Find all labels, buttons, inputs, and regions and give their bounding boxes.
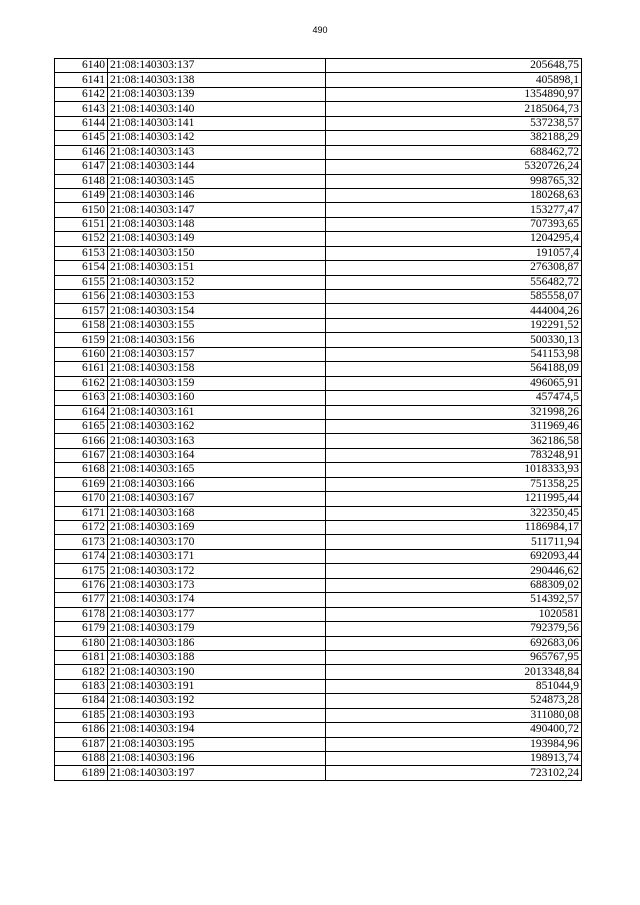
- row-number-cell: 6159: [55, 333, 108, 347]
- cadastral-number-cell: 21:08:140303:174: [108, 593, 326, 607]
- value-cell: 688462,72: [326, 145, 582, 159]
- value-cell: 792379,56: [326, 622, 582, 636]
- cadastral-number-cell: 21:08:140303:144: [108, 160, 326, 174]
- cadastral-number-cell: 21:08:140303:166: [108, 477, 326, 491]
- row-number-cell: 6178: [55, 607, 108, 621]
- table-row: [55, 723, 582, 737]
- value-cell: 362186,58: [326, 434, 582, 448]
- value-cell: 153277,47: [326, 203, 582, 217]
- cadastral-number-cell: 21:08:140303:195: [108, 737, 326, 751]
- value-cell: 556482,72: [326, 275, 582, 289]
- row-number-cell: 6167: [55, 448, 108, 462]
- value-cell: 1211995,44: [326, 492, 582, 506]
- row-number-cell: 6160: [55, 347, 108, 361]
- cadastral-number-cell: 21:08:140303:197: [108, 766, 326, 780]
- row-number-cell: 6184: [55, 694, 108, 708]
- table-row: [55, 290, 582, 304]
- cadastral-number-cell: 21:08:140303:173: [108, 578, 326, 592]
- row-number-cell: 6168: [55, 463, 108, 477]
- value-cell: 537238,57: [326, 116, 582, 130]
- table-row: [55, 477, 582, 491]
- value-cell: 1186984,17: [326, 521, 582, 535]
- row-number-cell: 6171: [55, 506, 108, 520]
- value-cell: 457474,5: [326, 391, 582, 405]
- table-row: [55, 131, 582, 145]
- table-row: [55, 261, 582, 275]
- table-row: [55, 419, 582, 433]
- cadastral-number-cell: 21:08:140303:167: [108, 492, 326, 506]
- table-row: [55, 275, 582, 289]
- row-number-cell: 6145: [55, 131, 108, 145]
- cadastral-number-cell: 21:08:140303:186: [108, 636, 326, 650]
- table-row: [55, 506, 582, 520]
- cadastral-number-cell: 21:08:140303:150: [108, 246, 326, 260]
- value-cell: 496065,91: [326, 376, 582, 390]
- cadastral-number-cell: 21:08:140303:155: [108, 318, 326, 332]
- value-cell: 2185064,73: [326, 102, 582, 116]
- row-number-cell: 6181: [55, 650, 108, 664]
- cadastral-number-cell: 21:08:140303:165: [108, 463, 326, 477]
- table-row: [55, 564, 582, 578]
- value-cell: 541153,98: [326, 347, 582, 361]
- table-row: [55, 318, 582, 332]
- cadastral-number-cell: 21:08:140303:153: [108, 290, 326, 304]
- table-row: [55, 492, 582, 506]
- table-row: [55, 87, 582, 101]
- table-row: [55, 752, 582, 766]
- cadastral-value-table: [54, 58, 582, 781]
- cadastral-number-cell: 21:08:140303:192: [108, 694, 326, 708]
- cadastral-number-cell: 21:08:140303:158: [108, 362, 326, 376]
- table-row: [55, 549, 582, 563]
- value-cell: 524873,28: [326, 694, 582, 708]
- value-cell: 311080,08: [326, 708, 582, 722]
- value-cell: 191057,4: [326, 246, 582, 260]
- cadastral-number-cell: 21:08:140303:190: [108, 665, 326, 679]
- value-cell: 688309,02: [326, 578, 582, 592]
- table-row: [55, 174, 582, 188]
- cadastral-number-cell: 21:08:140303:157: [108, 347, 326, 361]
- table-row: [55, 347, 582, 361]
- table-row: [55, 333, 582, 347]
- row-number-cell: 6140: [55, 59, 108, 73]
- table-row: [55, 521, 582, 535]
- cadastral-number-cell: 21:08:140303:162: [108, 419, 326, 433]
- cadastral-number-cell: 21:08:140303:152: [108, 275, 326, 289]
- table-row: [55, 362, 582, 376]
- cadastral-number-cell: 21:08:140303:138: [108, 73, 326, 87]
- cadastral-number-cell: 21:08:140303:137: [108, 59, 326, 73]
- row-number-cell: 6177: [55, 593, 108, 607]
- value-cell: 707393,65: [326, 217, 582, 231]
- cadastral-number-cell: 21:08:140303:139: [108, 87, 326, 101]
- table-row: [55, 217, 582, 231]
- table-body: [55, 59, 582, 781]
- row-number-cell: 6144: [55, 116, 108, 130]
- cadastral-number-cell: 21:08:140303:170: [108, 535, 326, 549]
- value-cell: 1020581: [326, 607, 582, 621]
- table-row: [55, 376, 582, 390]
- table-row: [55, 116, 582, 130]
- table-row: [55, 434, 582, 448]
- value-cell: 444004,26: [326, 304, 582, 318]
- cadastral-number-cell: 21:08:140303:164: [108, 448, 326, 462]
- cadastral-number-cell: 21:08:140303:188: [108, 650, 326, 664]
- table-row: [55, 391, 582, 405]
- value-cell: 1018333,93: [326, 463, 582, 477]
- value-cell: 192291,52: [326, 318, 582, 332]
- table-row: [55, 535, 582, 549]
- cadastral-number-cell: 21:08:140303:140: [108, 102, 326, 116]
- cadastral-number-cell: 21:08:140303:141: [108, 116, 326, 130]
- cadastral-number-cell: 21:08:140303:148: [108, 217, 326, 231]
- cadastral-number-cell: 21:08:140303:172: [108, 564, 326, 578]
- table-row: [55, 304, 582, 318]
- cadastral-number-cell: 21:08:140303:156: [108, 333, 326, 347]
- row-number-cell: 6161: [55, 362, 108, 376]
- value-cell: 783248,91: [326, 448, 582, 462]
- row-number-cell: 6176: [55, 578, 108, 592]
- row-number-cell: 6143: [55, 102, 108, 116]
- table-row: [55, 145, 582, 159]
- row-number-cell: 6186: [55, 723, 108, 737]
- table-row: [55, 188, 582, 202]
- table-row: [55, 463, 582, 477]
- row-number-cell: 6189: [55, 766, 108, 780]
- value-cell: 514392,57: [326, 593, 582, 607]
- table-row: [55, 607, 582, 621]
- cadastral-number-cell: 21:08:140303:169: [108, 521, 326, 535]
- row-number-cell: 6179: [55, 622, 108, 636]
- value-cell: 511711,94: [326, 535, 582, 549]
- row-number-cell: 6146: [55, 145, 108, 159]
- row-number-cell: 6182: [55, 665, 108, 679]
- row-number-cell: 6175: [55, 564, 108, 578]
- table-row: [55, 679, 582, 693]
- table-row: [55, 622, 582, 636]
- row-number-cell: 6151: [55, 217, 108, 231]
- value-cell: 490400,72: [326, 723, 582, 737]
- row-number-cell: 6141: [55, 73, 108, 87]
- value-cell: 851044,9: [326, 679, 582, 693]
- value-cell: 180268,63: [326, 188, 582, 202]
- value-cell: 205648,75: [326, 59, 582, 73]
- table-row: [55, 766, 582, 780]
- row-number-cell: 6166: [55, 434, 108, 448]
- value-cell: 405898,1: [326, 73, 582, 87]
- cadastral-number-cell: 21:08:140303:163: [108, 434, 326, 448]
- table-row: [55, 737, 582, 751]
- row-number-cell: 6142: [55, 87, 108, 101]
- value-cell: 1204295,4: [326, 232, 582, 246]
- table-row: [55, 636, 582, 650]
- value-cell: 564188,09: [326, 362, 582, 376]
- table-row: [55, 650, 582, 664]
- value-cell: 2013348,84: [326, 665, 582, 679]
- table-row: [55, 232, 582, 246]
- cadastral-number-cell: 21:08:140303:193: [108, 708, 326, 722]
- cadastral-number-cell: 21:08:140303:145: [108, 174, 326, 188]
- value-cell: 692683,06: [326, 636, 582, 650]
- cadastral-number-cell: 21:08:140303:179: [108, 622, 326, 636]
- row-number-cell: 6170: [55, 492, 108, 506]
- cadastral-number-cell: 21:08:140303:143: [108, 145, 326, 159]
- table-row: [55, 708, 582, 722]
- cadastral-number-cell: 21:08:140303:149: [108, 232, 326, 246]
- cadastral-number-cell: 21:08:140303:159: [108, 376, 326, 390]
- cadastral-number-cell: 21:08:140303:161: [108, 405, 326, 419]
- row-number-cell: 6173: [55, 535, 108, 549]
- cadastral-number-cell: 21:08:140303:168: [108, 506, 326, 520]
- value-cell: 585558,07: [326, 290, 582, 304]
- value-cell: 193984,96: [326, 737, 582, 751]
- table-row: [55, 448, 582, 462]
- row-number-cell: 6164: [55, 405, 108, 419]
- value-cell: 5320726,24: [326, 160, 582, 174]
- value-cell: 500330,13: [326, 333, 582, 347]
- row-number-cell: 6180: [55, 636, 108, 650]
- row-number-cell: 6157: [55, 304, 108, 318]
- row-number-cell: 6162: [55, 376, 108, 390]
- row-number-cell: 6152: [55, 232, 108, 246]
- row-number-cell: 6150: [55, 203, 108, 217]
- row-number-cell: 6183: [55, 679, 108, 693]
- table-row: [55, 694, 582, 708]
- value-cell: 1354890,97: [326, 87, 582, 101]
- row-number-cell: 6165: [55, 419, 108, 433]
- row-number-cell: 6188: [55, 752, 108, 766]
- row-number-cell: 6148: [55, 174, 108, 188]
- row-number-cell: 6154: [55, 261, 108, 275]
- row-number-cell: 6155: [55, 275, 108, 289]
- row-number-cell: 6158: [55, 318, 108, 332]
- table-row: [55, 59, 582, 73]
- cadastral-number-cell: 21:08:140303:146: [108, 188, 326, 202]
- table-row: [55, 102, 582, 116]
- row-number-cell: 6149: [55, 188, 108, 202]
- row-number-cell: 6185: [55, 708, 108, 722]
- value-cell: 322350,45: [326, 506, 582, 520]
- value-cell: 321998,26: [326, 405, 582, 419]
- table-row: [55, 160, 582, 174]
- row-number-cell: 6174: [55, 549, 108, 563]
- table-row: [55, 203, 582, 217]
- value-cell: 311969,46: [326, 419, 582, 433]
- value-cell: 723102,24: [326, 766, 582, 780]
- table-row: [55, 405, 582, 419]
- row-number-cell: 6169: [55, 477, 108, 491]
- table-row: [55, 73, 582, 87]
- row-number-cell: 6147: [55, 160, 108, 174]
- value-cell: 382188,29: [326, 131, 582, 145]
- value-cell: 998765,32: [326, 174, 582, 188]
- cadastral-number-cell: 21:08:140303:151: [108, 261, 326, 275]
- value-cell: 692093,44: [326, 549, 582, 563]
- cadastral-number-cell: 21:08:140303:147: [108, 203, 326, 217]
- value-cell: 198913,74: [326, 752, 582, 766]
- page-number: 490: [312, 25, 328, 35]
- cadastral-number-cell: 21:08:140303:171: [108, 549, 326, 563]
- row-number-cell: 6172: [55, 521, 108, 535]
- value-cell: 290446,62: [326, 564, 582, 578]
- value-cell: 751358,25: [326, 477, 582, 491]
- table-row: [55, 246, 582, 260]
- cadastral-number-cell: 21:08:140303:196: [108, 752, 326, 766]
- cadastral-number-cell: 21:08:140303:194: [108, 723, 326, 737]
- value-cell: 276308,87: [326, 261, 582, 275]
- cadastral-number-cell: 21:08:140303:177: [108, 607, 326, 621]
- table-row: [55, 593, 582, 607]
- table-row: [55, 578, 582, 592]
- value-cell: 965767,95: [326, 650, 582, 664]
- cadastral-number-cell: 21:08:140303:191: [108, 679, 326, 693]
- row-number-cell: 6163: [55, 391, 108, 405]
- table-row: [55, 665, 582, 679]
- row-number-cell: 6153: [55, 246, 108, 260]
- cadastral-number-cell: 21:08:140303:154: [108, 304, 326, 318]
- row-number-cell: 6187: [55, 737, 108, 751]
- cadastral-number-cell: 21:08:140303:160: [108, 391, 326, 405]
- row-number-cell: 6156: [55, 290, 108, 304]
- cadastral-number-cell: 21:08:140303:142: [108, 131, 326, 145]
